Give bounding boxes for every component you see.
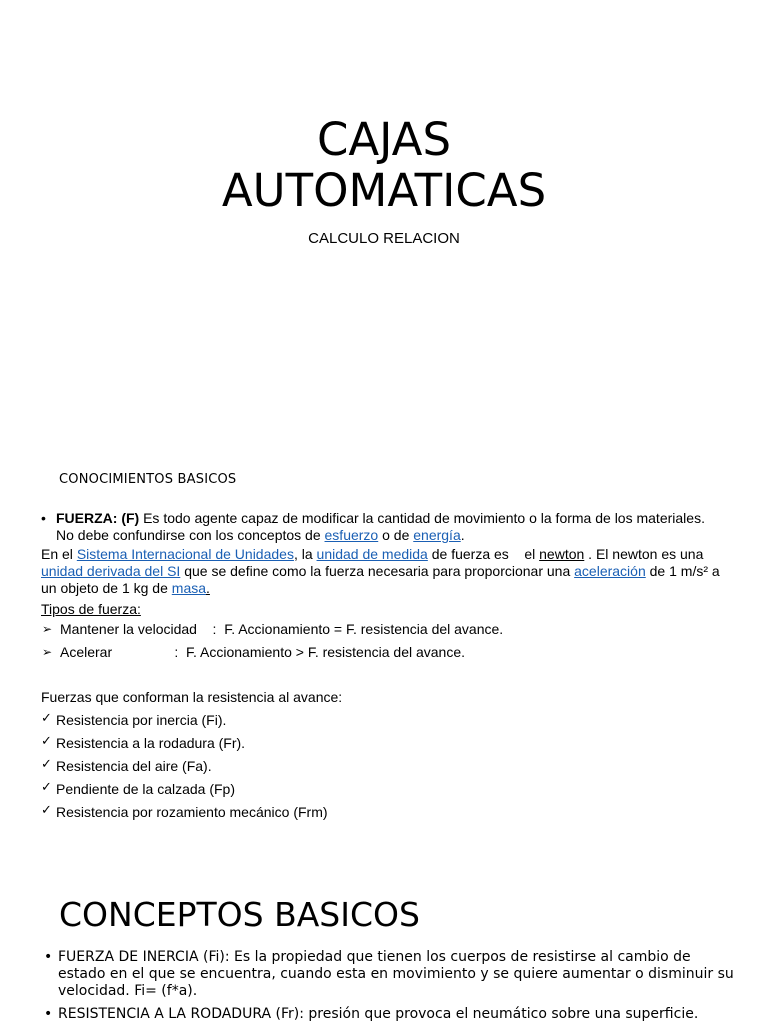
si-text-5: que se define como la fuerza necesaria para proporcionar una — [180, 563, 575, 579]
slide-body — [44, 949, 734, 1029]
slide-title — [0, 114, 768, 216]
slide-body — [41, 510, 726, 824]
period: . — [206, 580, 210, 596]
si-text-2: , la — [293, 546, 317, 562]
fuerza-item-text: Resistencia por rozamiento mecánico (Frm) — [56, 804, 328, 820]
tipo-item — [41, 618, 726, 641]
fuerza-item-text: Resistencia del aire (Fa). — [56, 758, 212, 774]
link-unidad-medida[interactable]: unidad de medida — [316, 546, 428, 562]
title-line-2: AUTOMATICAS — [221, 164, 547, 217]
si-paragraph — [41, 546, 726, 597]
title-line-1: CAJAS — [316, 113, 452, 166]
check-icon: ✓ — [41, 733, 52, 748]
arrow-bullet-icon: ➢ — [42, 645, 53, 659]
link-sistema-internacional[interactable]: Sistema Internacional de Unidades — [76, 546, 294, 562]
check-icon: ✓ — [41, 779, 52, 794]
bullet-dot: • — [44, 949, 53, 965]
check-icon: ✓ — [41, 756, 52, 771]
concept-item-text: RESISTENCIA A LA RODADURA (Fr): presión que provoca el neumático sobre una superficie. — [58, 1006, 699, 1022]
fuerza-item — [41, 801, 726, 824]
tipos-heading: Tipos de fuerza: — [41, 601, 141, 617]
conocimientos-slide — [0, 440, 768, 856]
fuerza-item-text: Resistencia por inercia (Fi). — [56, 712, 227, 728]
fuerza-item — [41, 709, 726, 732]
bullet-dot: • — [41, 510, 46, 526]
bullet-dot: • — [44, 1006, 53, 1022]
link-energia[interactable]: energía — [413, 527, 461, 543]
concept-item-text: FUERZA DE INERCIA (Fi): Es la propiedad que tienen los cuerpos de resistirse al cambio de estado en el que se encuentra, cuando esta en movimiento y se quiere aumentar o disminuir su velocidad. Fi= (f*a). — [58, 949, 734, 999]
conceptos-slide — [0, 856, 768, 1024]
fuerza-definition — [41, 510, 726, 544]
link-unidad-derivada[interactable]: unidad derivada del SI — [41, 563, 181, 579]
tipo-item-text: Mantener la velocidad : F. Accionamiento = F. resistencia del avance. — [60, 621, 504, 637]
period: . — [460, 527, 465, 543]
check-icon: ✓ — [41, 802, 52, 817]
slide-title: CONCEPTOS BASICOS — [59, 895, 420, 934]
fuerzas-intro: Fuerzas que conforman la resistencia al avance: — [41, 689, 343, 705]
si-text-4: . El newton es una — [584, 546, 704, 562]
fuerza-label: FUERZA: (F) — [56, 510, 140, 526]
arrow-bullet-icon: ➢ — [42, 622, 53, 636]
link-esfuerzo[interactable]: esfuerzo — [324, 527, 379, 543]
connector-text: o de — [378, 527, 414, 543]
si-text-3: de fuerza es el — [427, 546, 540, 562]
fuerza-item — [41, 778, 726, 801]
link-aceleracion[interactable]: aceleración — [574, 563, 646, 579]
concept-item — [44, 1006, 734, 1023]
title-slide — [0, 0, 768, 440]
si-text-1: En el — [41, 546, 77, 562]
check-icon: ✓ — [41, 710, 52, 725]
tipo-item — [41, 641, 726, 664]
link-masa[interactable]: masa — [171, 580, 207, 596]
fuerza-item — [41, 755, 726, 778]
tipo-item-text: Acelerar : F. Accionamiento > F. resistencia del avance. — [60, 644, 466, 660]
fuerza-item-text: Resistencia a la rodadura (Fr). — [56, 735, 246, 751]
newton-text: newton — [539, 546, 585, 562]
fuerza-item-text: Pendiente de la calzada (Fp) — [56, 781, 235, 797]
slide-subtitle: CALCULO RELACION — [308, 230, 460, 247]
fuerza-item — [41, 732, 726, 755]
slide-heading: CONOCIMIENTOS BASICOS — [59, 472, 237, 487]
si-text-6: de 1 m/s² a un objeto de 1 kg de — [41, 563, 720, 596]
concept-item — [44, 949, 734, 1000]
fuerza-text: Es todo agente capaz de modificar la cantidad de movimiento o la forma de los materiales. No debe confundirse con los conceptos de — [56, 510, 705, 543]
